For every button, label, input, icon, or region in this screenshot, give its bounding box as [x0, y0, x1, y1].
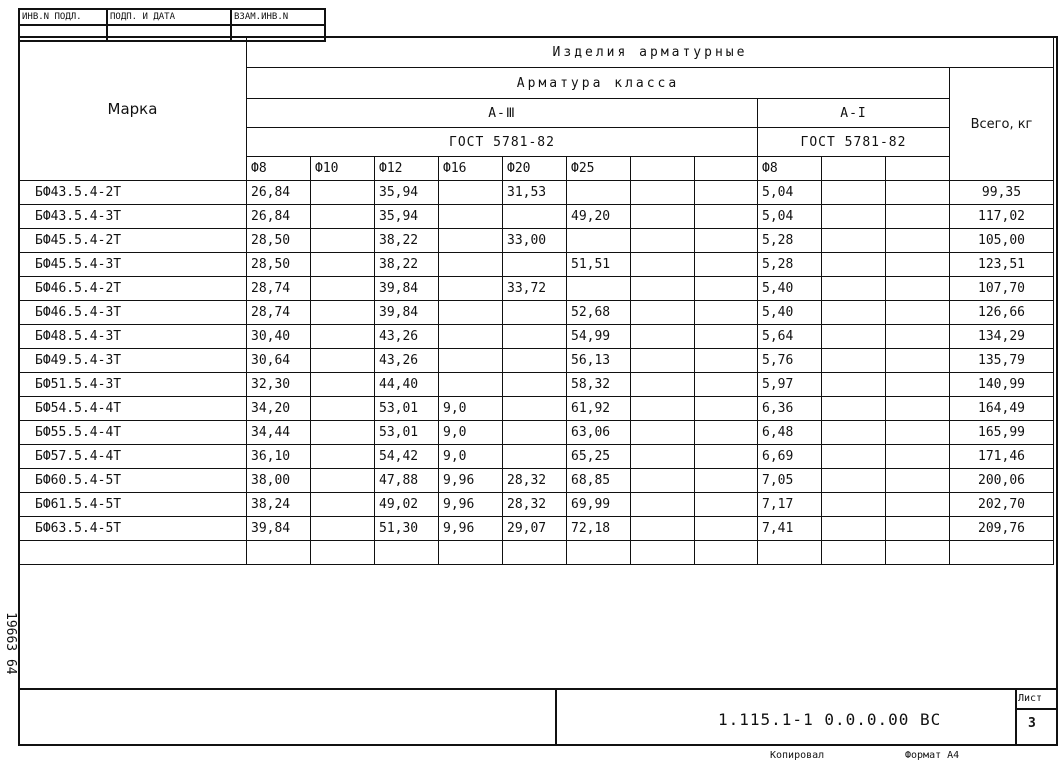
cell-d25: 69,99 [567, 493, 631, 517]
cell-d16: 9,0 [439, 421, 503, 445]
cell-d20: 28,32 [503, 469, 567, 493]
diameter-header [631, 157, 695, 181]
cell-d10 [311, 349, 375, 373]
table-row [19, 373, 1054, 397]
cell-d12: 53,01 [375, 421, 439, 445]
cell-d25: 63,06 [567, 421, 631, 445]
row-total: 134,29 [950, 325, 1054, 349]
row-total: 135,79 [950, 349, 1054, 373]
cell-d10 [311, 325, 375, 349]
cell-d20: 33,00 [503, 229, 567, 253]
empty-cell [886, 253, 950, 277]
cell-a1: 5,28 [758, 253, 822, 277]
cell-d16 [439, 349, 503, 373]
cell-a1: 6,48 [758, 421, 822, 445]
diameter-header [886, 157, 950, 181]
cell-d16: 9,96 [439, 469, 503, 493]
cell-d10 [311, 445, 375, 469]
cell-d8: 28,74 [247, 277, 311, 301]
empty-cell [695, 397, 758, 421]
row-total: 99,35 [950, 181, 1054, 205]
cell-d16 [439, 229, 503, 253]
cell-d8: 34,44 [247, 421, 311, 445]
empty-cell [886, 469, 950, 493]
header-gost-a3: ГОСТ 5781-82 [247, 128, 758, 157]
sheet-number: 3 [1028, 716, 1036, 731]
cell-d20 [503, 301, 567, 325]
cell-d8: 36,10 [247, 445, 311, 469]
cell-d8: 38,24 [247, 493, 311, 517]
header-class-a1: А-I [758, 99, 950, 128]
stamp-cell-replace: ВЗАМ.ИНВ.N [231, 9, 325, 25]
header-total: Всего, кг [950, 68, 1054, 181]
diameter-header: Ф25 [567, 157, 631, 181]
row-mark: БФ61.5.4-5Т [19, 493, 247, 517]
cell-d12: 47,88 [375, 469, 439, 493]
cell-d25: 56,13 [567, 349, 631, 373]
empty-cell [631, 493, 695, 517]
cell-d12: 39,84 [375, 277, 439, 301]
table-row [19, 205, 1054, 229]
table-row [19, 469, 1054, 493]
diameter-header: Ф12 [375, 157, 439, 181]
row-total: 105,00 [950, 229, 1054, 253]
cell-d25: 51,51 [567, 253, 631, 277]
cell-d25: 65,25 [567, 445, 631, 469]
empty-cell [631, 421, 695, 445]
row-mark: БФ54.5.4-4Т [19, 397, 247, 421]
cell-a1: 7,17 [758, 493, 822, 517]
table-row [19, 253, 1054, 277]
cell-a1: 6,36 [758, 397, 822, 421]
archive-number: 19663 64 [3, 612, 18, 675]
row-total: 164,49 [950, 397, 1054, 421]
empty-cell [822, 325, 886, 349]
cell-d16: 9,96 [439, 517, 503, 541]
empty-cell [631, 301, 695, 325]
cell-d20: 33,72 [503, 277, 567, 301]
cell-d12: 38,22 [375, 229, 439, 253]
empty-cell [695, 253, 758, 277]
cell-d20: 28,32 [503, 493, 567, 517]
cell-d25: 72,18 [567, 517, 631, 541]
cell-d20 [503, 253, 567, 277]
row-mark: БФ63.5.4-5Т [19, 517, 247, 541]
empty-cell [886, 445, 950, 469]
row-mark: БФ60.5.4-5Т [19, 469, 247, 493]
cell-d12: 51,30 [375, 517, 439, 541]
table-row [19, 325, 1054, 349]
cell-d25 [567, 229, 631, 253]
empty-cell [822, 493, 886, 517]
empty-cell [822, 349, 886, 373]
empty-cell [695, 181, 758, 205]
table-row [19, 445, 1054, 469]
cell-d10 [311, 421, 375, 445]
cell-d8: 30,64 [247, 349, 311, 373]
empty-cell [822, 397, 886, 421]
cell-d25: 61,92 [567, 397, 631, 421]
cell-d20 [503, 373, 567, 397]
empty-cell [822, 301, 886, 325]
empty-cell [695, 421, 758, 445]
stamp-cell-inv: ИНВ.N ПОДЛ. [19, 9, 107, 25]
cell-d20 [503, 349, 567, 373]
diameter-header: Ф8 [758, 157, 822, 181]
cell-d10 [311, 301, 375, 325]
diameter-header: Ф10 [311, 157, 375, 181]
sheet-box-line [1015, 708, 1058, 710]
empty-cell [631, 397, 695, 421]
cell-d10 [311, 493, 375, 517]
cell-d8: 26,84 [247, 205, 311, 229]
cell-d12: 43,26 [375, 349, 439, 373]
empty-cell [695, 277, 758, 301]
stamp-cell-sign: ПОДП. И ДАТА [107, 9, 231, 25]
row-total: 117,02 [950, 205, 1054, 229]
cell-d20 [503, 445, 567, 469]
empty-cell [822, 421, 886, 445]
row-total: 107,70 [950, 277, 1054, 301]
cell-d25: 68,85 [567, 469, 631, 493]
cell-d20 [503, 421, 567, 445]
empty-cell [886, 277, 950, 301]
cell-d12: 49,02 [375, 493, 439, 517]
cell-d8: 34,20 [247, 397, 311, 421]
cell-d16 [439, 205, 503, 229]
empty-cell [822, 373, 886, 397]
cell-d10 [311, 205, 375, 229]
empty-cell [886, 301, 950, 325]
cell-d12: 44,40 [375, 373, 439, 397]
cell-d20 [503, 205, 567, 229]
cell-d25: 58,32 [567, 373, 631, 397]
row-total: 209,76 [950, 517, 1054, 541]
cell-d20: 31,53 [503, 181, 567, 205]
cell-d20 [503, 397, 567, 421]
empty-cell [695, 325, 758, 349]
empty-cell [822, 253, 886, 277]
cell-d10 [311, 469, 375, 493]
cell-a1: 5,64 [758, 325, 822, 349]
empty-cell [695, 229, 758, 253]
empty-cell [631, 181, 695, 205]
empty-cell [631, 325, 695, 349]
cell-d12: 35,94 [375, 205, 439, 229]
cell-a1: 7,05 [758, 469, 822, 493]
cell-d12: 35,94 [375, 181, 439, 205]
empty-cell [822, 181, 886, 205]
row-total: 171,46 [950, 445, 1054, 469]
table-row [19, 181, 1054, 205]
cell-d8: 38,00 [247, 469, 311, 493]
empty-cell [631, 373, 695, 397]
empty-cell [695, 301, 758, 325]
cell-d16 [439, 301, 503, 325]
row-mark: БФ45.5.4-2Т [19, 229, 247, 253]
cell-d16: 9,0 [439, 397, 503, 421]
row-mark: БФ43.5.4-2Т [19, 181, 247, 205]
cell-a1: 5,97 [758, 373, 822, 397]
empty-cell [822, 277, 886, 301]
empty-cell [822, 229, 886, 253]
cell-d25: 54,99 [567, 325, 631, 349]
cell-d10 [311, 253, 375, 277]
empty-cell [695, 469, 758, 493]
table-row [19, 229, 1054, 253]
empty-cell [631, 229, 695, 253]
cell-d20 [503, 325, 567, 349]
empty-cell [886, 181, 950, 205]
empty-cell [886, 421, 950, 445]
empty-cell [886, 349, 950, 373]
empty-cell [695, 493, 758, 517]
row-mark: БФ57.5.4-4Т [19, 445, 247, 469]
empty-cell [822, 517, 886, 541]
sheet-label: Лист [1018, 693, 1043, 704]
cell-d12: 54,42 [375, 445, 439, 469]
cell-d8: 26,84 [247, 181, 311, 205]
cell-d12: 53,01 [375, 397, 439, 421]
table-row [19, 277, 1054, 301]
empty-cell [695, 349, 758, 373]
document-code: 1.115.1-1 0.0.0.00 ВС [718, 710, 942, 729]
cell-d25: 49,20 [567, 205, 631, 229]
cell-d25: 52,68 [567, 301, 631, 325]
empty-cell [631, 349, 695, 373]
empty-cell [886, 493, 950, 517]
cell-d8: 28,74 [247, 301, 311, 325]
diameter-header: Ф20 [503, 157, 567, 181]
table-row [19, 421, 1054, 445]
cell-d16: 9,96 [439, 493, 503, 517]
header-gost-a1: ГОСТ 5781-82 [758, 128, 950, 157]
row-total: 202,70 [950, 493, 1054, 517]
cell-d12: 38,22 [375, 253, 439, 277]
empty-cell [822, 469, 886, 493]
row-total: 165,99 [950, 421, 1054, 445]
row-mark: БФ51.5.4-3Т [19, 373, 247, 397]
empty-cell [886, 517, 950, 541]
row-mark: БФ45.5.4-3Т [19, 253, 247, 277]
empty-cell [886, 397, 950, 421]
title-block-top [18, 688, 1058, 690]
title-block-divider [555, 688, 557, 746]
cell-a1: 5,40 [758, 301, 822, 325]
empty-cell [631, 253, 695, 277]
row-total: 123,51 [950, 253, 1054, 277]
cell-a1: 5,04 [758, 205, 822, 229]
cell-d12: 39,84 [375, 301, 439, 325]
empty-cell [695, 517, 758, 541]
table-row [19, 349, 1054, 373]
cell-a1: 7,41 [758, 517, 822, 541]
header-products: Изделия арматурные [247, 37, 1054, 68]
empty-cell [695, 445, 758, 469]
cell-d12: 43,26 [375, 325, 439, 349]
header-rebar-class: Арматура класса [247, 68, 950, 99]
cell-d16 [439, 277, 503, 301]
row-mark: БФ48.5.4-3Т [19, 325, 247, 349]
row-mark: БФ49.5.4-3Т [19, 349, 247, 373]
empty-cell [886, 325, 950, 349]
cell-d16 [439, 253, 503, 277]
table-row [19, 397, 1054, 421]
cell-d16 [439, 181, 503, 205]
sheet-box-divider [1015, 688, 1017, 746]
row-total: 126,66 [950, 301, 1054, 325]
header-marka: Марка [19, 37, 247, 181]
empty-cell [886, 373, 950, 397]
table-row [19, 493, 1054, 517]
cell-d16 [439, 325, 503, 349]
cell-d10 [311, 229, 375, 253]
empty-cell [822, 205, 886, 229]
empty-cell [886, 205, 950, 229]
cell-d25 [567, 277, 631, 301]
empty-cell [631, 517, 695, 541]
cell-a1: 6,69 [758, 445, 822, 469]
cell-d16 [439, 373, 503, 397]
row-mark: БФ46.5.4-2Т [19, 277, 247, 301]
empty-cell [695, 205, 758, 229]
cell-a1: 5,76 [758, 349, 822, 373]
table-row [19, 301, 1054, 325]
cell-d16: 9,0 [439, 445, 503, 469]
empty-cell [695, 373, 758, 397]
empty-cell [886, 229, 950, 253]
row-total: 200,06 [950, 469, 1054, 493]
empty-cell [631, 205, 695, 229]
diameter-header: Ф8 [247, 157, 311, 181]
cell-a1: 5,40 [758, 277, 822, 301]
cell-d20: 29,07 [503, 517, 567, 541]
cell-d10 [311, 517, 375, 541]
cell-a1: 5,04 [758, 181, 822, 205]
cell-d10 [311, 397, 375, 421]
diameter-header [822, 157, 886, 181]
cell-d10 [311, 373, 375, 397]
cell-d10 [311, 277, 375, 301]
table-row [19, 517, 1054, 541]
copied-label: Копировал [770, 750, 825, 761]
diameter-header: Ф16 [439, 157, 503, 181]
empty-cell [631, 277, 695, 301]
header-class-a3: А-Ⅲ [247, 99, 758, 128]
row-mark: БФ43.5.4-3Т [19, 205, 247, 229]
format-label: Формат А4 [905, 750, 960, 761]
cell-d10 [311, 181, 375, 205]
cell-a1: 5,28 [758, 229, 822, 253]
spec-table [18, 36, 1054, 565]
empty-row-cell [19, 541, 247, 565]
cell-d8: 28,50 [247, 229, 311, 253]
diameter-header [695, 157, 758, 181]
cell-d8: 30,40 [247, 325, 311, 349]
row-mark: БФ46.5.4-3Т [19, 301, 247, 325]
cell-d25 [567, 181, 631, 205]
cell-d8: 32,30 [247, 373, 311, 397]
empty-cell [822, 445, 886, 469]
row-total: 140,99 [950, 373, 1054, 397]
empty-cell [631, 469, 695, 493]
row-mark: БФ55.5.4-4Т [19, 421, 247, 445]
cell-d8: 39,84 [247, 517, 311, 541]
empty-cell [631, 445, 695, 469]
cell-d8: 28,50 [247, 253, 311, 277]
